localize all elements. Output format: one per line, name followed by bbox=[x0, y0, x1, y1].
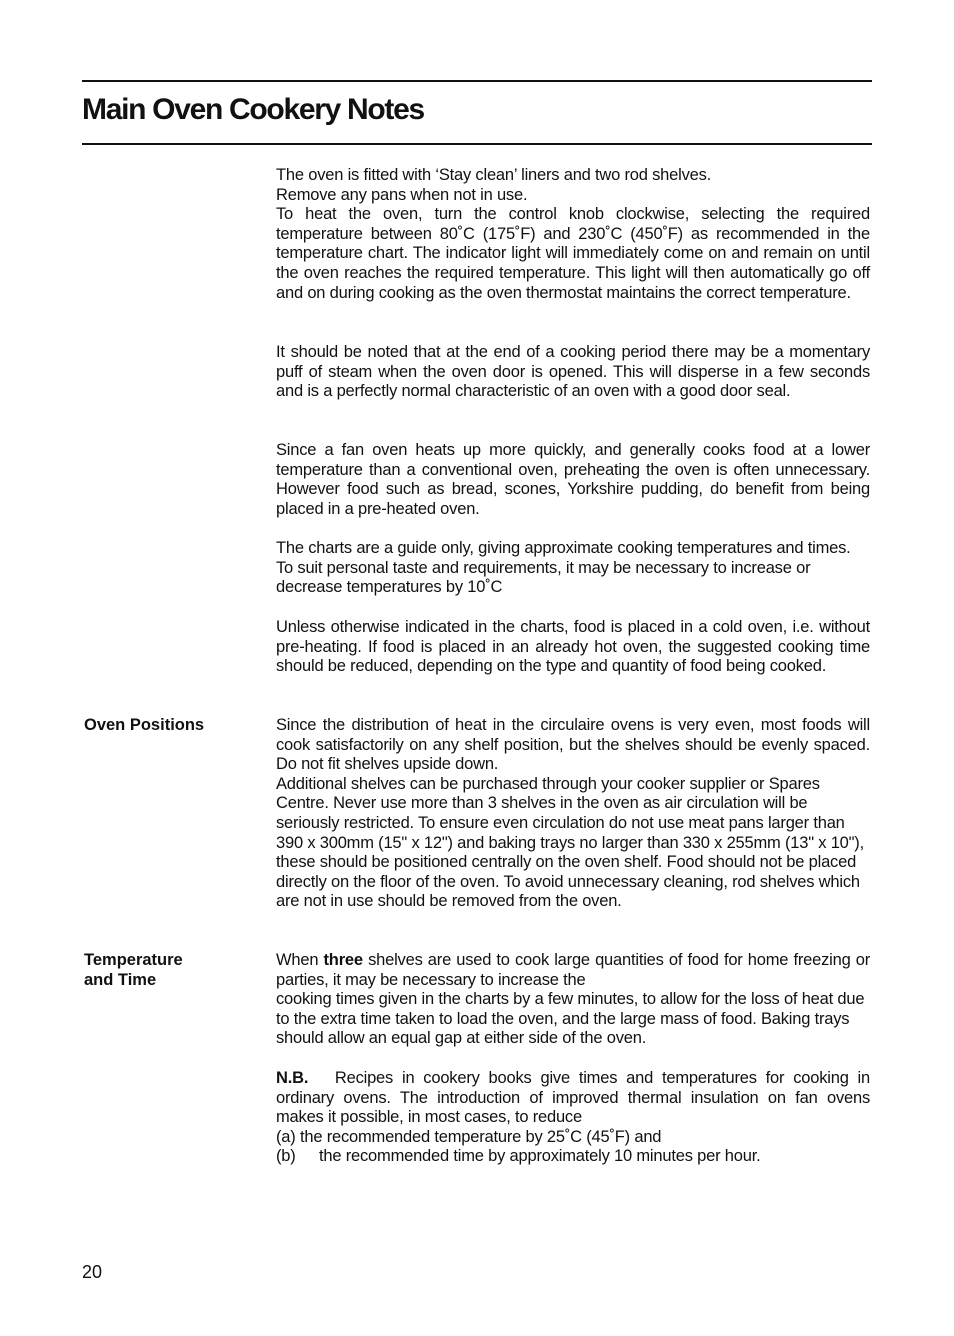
heating-paragraph: To heat the oven, turn the control knob clockwise, selecting the required temperature between 80˚C (175˚F) and 230˚C (450˚F) as recommended in the temperature chart. The indicator light will immediately come on and remain on until the oven reaches the required temperature. This light will then automatically go off and on during cooking as the oven thermostat maintains the correct temperature. bbox=[276, 205, 870, 302]
nb-paragraph bbox=[276, 1069, 870, 1128]
intro-line-liners: The oven is fitted with ‘Stay clean’ liners and two rod shelves. bbox=[276, 166, 712, 184]
temperature-label-line2: and Time bbox=[84, 970, 157, 989]
fan-oven-section bbox=[276, 441, 870, 519]
charts-guide-section bbox=[276, 539, 870, 598]
steam-paragraph: It should be noted that at the end of a cooking period there may be a momentary puff of steam when the oven door is opened. This will disperse in a few seconds and is a perfectly normal characteristic of an oven with a good door seal. bbox=[276, 343, 870, 401]
page-title: Main Oven Cookery Notes bbox=[82, 93, 424, 126]
charts-guide-paragraph: The charts are a guide only, giving approximate cooking temperatures and times. To suit personal taste and requirements, it may be necessary to increase or decrease temperatures by 10˚C bbox=[276, 539, 851, 597]
page-number: 20 bbox=[82, 1262, 103, 1282]
nb-item-a-marker: (a) bbox=[276, 1127, 296, 1146]
nb-item-b-text: the recommended time by approximately 10 minutes per hour. bbox=[319, 1147, 761, 1166]
oven-positions-section bbox=[276, 716, 870, 912]
oven-positions-label bbox=[84, 716, 254, 736]
temperature-time-label bbox=[84, 951, 254, 990]
nb-section bbox=[276, 1069, 870, 1167]
steam-section bbox=[276, 343, 870, 402]
oven-positions-rest-paragraph: Additional shelves can be purchased through your cooker supplier or Spares Centre. Never use more than 3 shelves in the oven as air circulation will be seriously restricted. To ensure even circulation do not use meat pans larger than 390 x 300mm (15" x 12") and baking trays no larger than 330 x 255mm (13" x 10"), these should be positioned centrally on the oven shelf. Food should not be placed directly on the floor of the oven. To avoid unnecessary cleaning, rod shelves which are not in use should be removed from the oven. bbox=[276, 774, 864, 911]
cold-oven-section bbox=[276, 618, 870, 677]
nb-item-a-text: the recommended temperature by 25˚C (45˚F) and bbox=[299, 1127, 662, 1146]
intro-line-pans: Remove any pans when not in use. bbox=[276, 185, 528, 204]
oven-positions-spaced-paragraph: Since the distribution of heat in the circulaire ovens is very even, most foods will cook satisfactorily on any shelf position, but the shelves should be evenly spaced. Do not fit shelves upside down. bbox=[276, 716, 870, 774]
temperature-time-spaced-paragraph bbox=[276, 951, 870, 990]
fan-oven-paragraph: Since a fan oven heats up more quickly, and generally cooks food at a lower temperature than a conventional oven, preheating the oven is often unnecessary. However food such as bread, scones, Yorkshire pudding, do benefit from being placed in a pre-heated oven. bbox=[276, 441, 870, 518]
nb-item-a bbox=[276, 1128, 870, 1148]
temperature-label-line1: Temperature bbox=[84, 951, 183, 969]
temperature-time-spaced-text: shelves are used to cook large quantities of food for home freezing or parties, it may be necessary to increase the bbox=[276, 951, 871, 989]
nb-item-b bbox=[276, 1147, 870, 1167]
header-top-rule bbox=[82, 80, 872, 82]
when-word: When bbox=[276, 951, 319, 969]
intro-section bbox=[276, 166, 870, 303]
nb-item-b-marker: (b) bbox=[276, 1147, 296, 1166]
nb-label: N.B. bbox=[276, 1069, 309, 1087]
three-word: three bbox=[323, 951, 363, 969]
oven-positions-label-text: Oven Positions bbox=[84, 716, 205, 734]
temperature-time-section bbox=[276, 951, 870, 1049]
intro-paragraph bbox=[276, 166, 870, 205]
temperature-time-rest-paragraph: cooking times given in the charts by a few minutes, to allow for the loss of heat due to the extra time taken to load the oven, and the large mass of food. Baking trays should allow an equal gap at either side of the oven. bbox=[276, 990, 865, 1048]
nb-text: Recipes in cookery books give times and temperatures for cooking in ordinary ovens. The introduction of improved thermal insulation on fan ovens makes it possible, in most cases, to reduce bbox=[276, 1069, 870, 1127]
header-bottom-rule bbox=[82, 143, 872, 145]
cold-oven-paragraph: Unless otherwise indicated in the charts, food is placed in a cold oven, i.e. without pre-heating. If food is placed in an already hot oven, the suggested cooking time should be reduced, depending on the type and quantity of food being cooked. bbox=[276, 618, 870, 676]
